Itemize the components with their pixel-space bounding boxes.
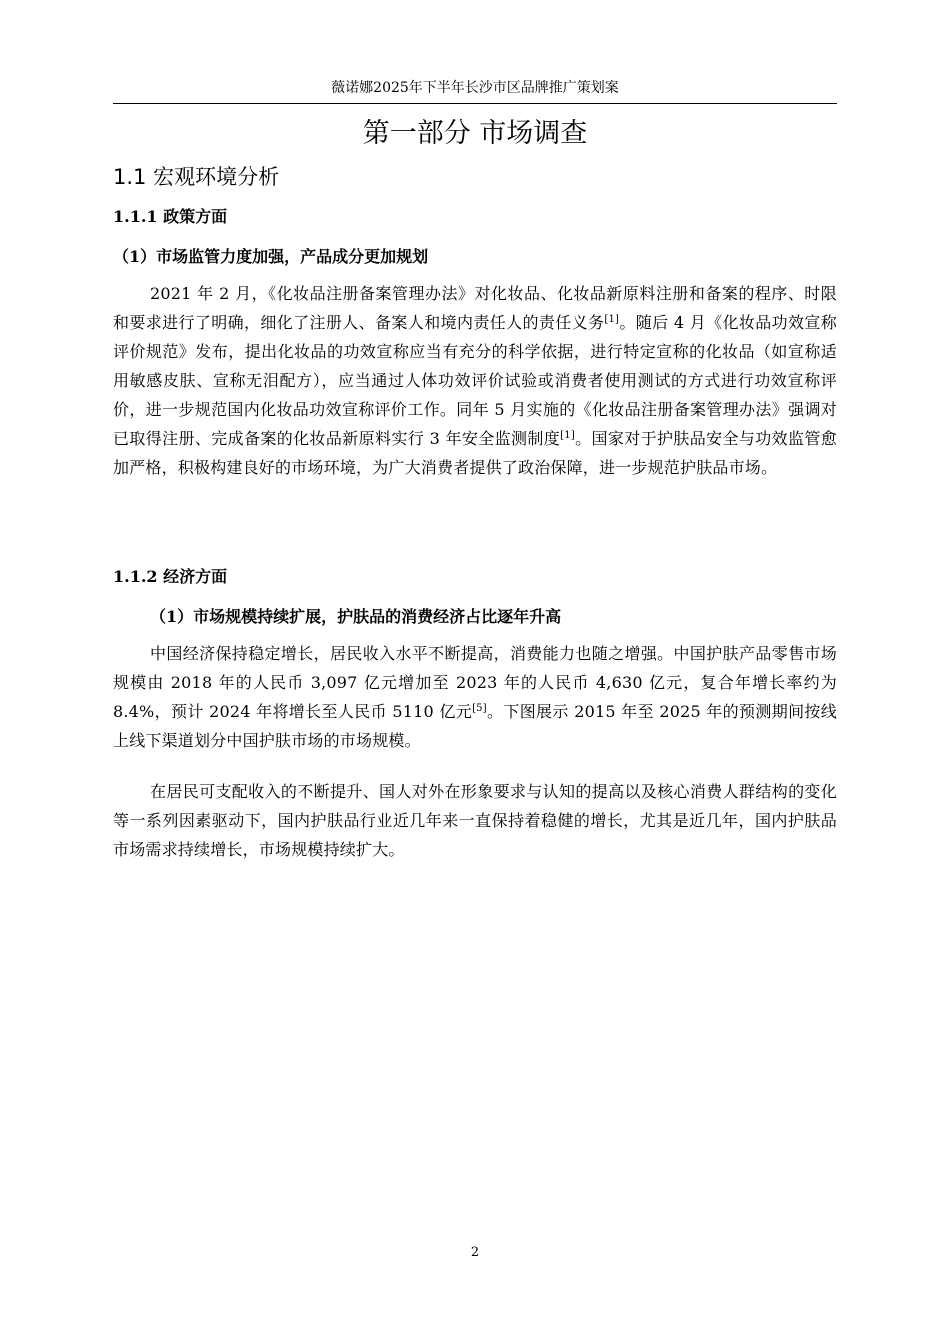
citation-ref-1b: [1] bbox=[560, 430, 575, 441]
paragraph-policy-text-1: 2021 年 2 月，《化妆品注册备案管理办法》对化妆品、化妆品新原料注册和备案的程序、时限和要求进行了明确，细化了注册人、备案人和境内责任人的责任义务 bbox=[113, 284, 837, 332]
subsection-heading-economy: 1.1.2 经济方面 bbox=[113, 567, 228, 586]
section-heading-macro-environment: 1.1 宏观环境分析 bbox=[113, 165, 280, 189]
paragraph-economy-1-text-1: 中国经济保持稳定增长，居民收入水平不断提高，消费能力也随之增强。中国护肤产品零售市场规模由 2018 年的人民币 3,097 亿元增加至 2023 年的人民币 4,630 亿元，复合年增长率约为 8.4%，预计 2024 年将增长至人民币 5110 亿元 bbox=[113, 644, 837, 721]
header-divider bbox=[113, 103, 837, 104]
page-number: 2 bbox=[470, 1245, 480, 1260]
point-heading-market-regulation: （1）市场监管力度加强，产品成分更加规划 bbox=[113, 247, 429, 266]
paragraph-economy-2: 在居民可支配收入的不断提升、国人对外在形象要求与认知的提高以及核心消费人群结构的变化等一系列因素驱动下，国内护肤品行业近几年来一直保持着稳健的增长，尤其是近几年，国内护肤品市场需求持续增长，市场规模持续扩大。 bbox=[113, 782, 837, 859]
paragraph-economy-1 bbox=[113, 639, 837, 755]
point-heading-market-scale: （1）市场规模持续扩展，护肤品的消费经济占比逐年升高 bbox=[150, 607, 562, 626]
paragraph-economy-1-text-2: 。下图展示 2015 年至 2025 年的预测期间按线上线下渠道划分中国护肤市场的市场规模。 bbox=[113, 702, 837, 750]
part-title: 第一部分 市场调查 bbox=[362, 118, 588, 149]
subsection-heading-policy: 1.1.1 政策方面 bbox=[113, 207, 228, 226]
paragraph-policy-text-3: 。国家对于护肤品安全与功效监管愈加严格，积极构建良好的市场环境，为广大消费者提供了政治保障，进一步规范护肤品市场。 bbox=[113, 429, 838, 477]
running-header: 薇诺娜2025年下半年长沙市区品牌推广策划案 bbox=[331, 80, 619, 96]
citation-ref-1: [1] bbox=[604, 314, 620, 325]
paragraph-policy bbox=[113, 279, 837, 482]
citation-ref-5: [5] bbox=[472, 703, 487, 714]
paragraph-policy-text-2: 。随后 4 月《化妆品功效宣称评价规范》发布，提出化妆品的功效宣称应当有充分的科学依据，进行特定宣称的化妆品（如宣称适用敏感皮肤、宣称无泪配方），应当通过人体功效评价试验或消费者使用测试的方式进行功效宣称评价，进一步规范国内化妆品功效宣称评价工作。同年 5 月实施的《化妆品注册备案管理办法》强调对已取得注册、完成备案的化妆品新原料实行 3 年安全监测制度 bbox=[113, 313, 837, 448]
